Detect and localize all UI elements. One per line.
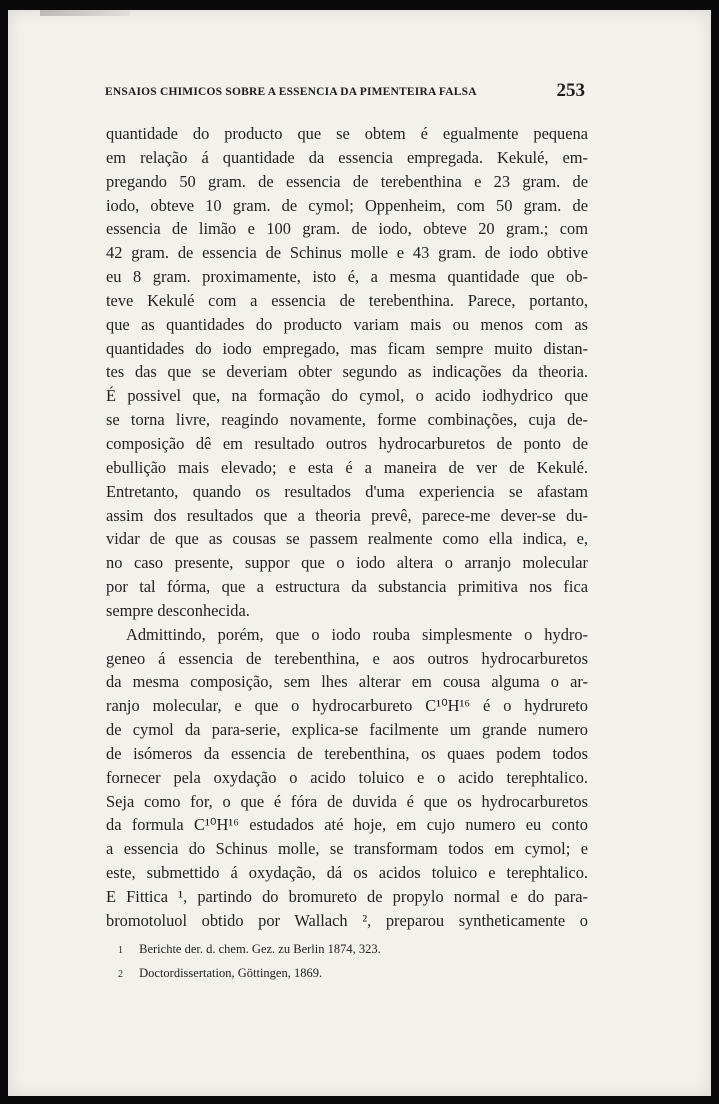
- text-line: quantidade do producto que se obtem é egualmente pequena: [106, 124, 588, 143]
- text-line: Entretanto, quando os resultados d'uma experiencia se afastam: [106, 481, 588, 501]
- footnote-marker: 2: [118, 969, 123, 980]
- footnote: [106, 938, 588, 962]
- body-text: [106, 122, 588, 933]
- footnote-text: Berichte der. d. chem. Gez. zu Berlin 1874, 323.: [139, 942, 381, 956]
- page-header: [105, 80, 585, 106]
- text-line: em relação á quantidade da essencia empregada. Kekulé, em-: [106, 147, 588, 167]
- text-line: 42 gram. de essencia de Schinus molle e 43 gram. de iodo obtive: [106, 243, 588, 263]
- text-line: iodo, obteve 10 gram. de cymol; Oppenheim, com 50 gram. de: [106, 195, 588, 215]
- footnote-marker: 1: [118, 945, 123, 956]
- text-line: este, submettido á oxydação, dá os acidos toluico e terephtalico.: [106, 863, 588, 883]
- paragraph-start-line: Admittindo, porém, que o iodo rouba simplesmente o hydro-: [126, 624, 588, 644]
- text-line: a essencia do Schinus molle, se transformam todos em cymol; e: [106, 839, 588, 859]
- text-line: quantidades do iodo empregado, mas ficam sempre muito distan-: [106, 338, 588, 358]
- text-line: de isómeros da essencia de terebenthina, os quaes podem todos: [106, 743, 588, 763]
- page-number: 253: [556, 80, 585, 101]
- footnote: [106, 962, 588, 986]
- page-edge-mark: [40, 10, 130, 16]
- text-line: eu 8 gram. proximamente, isto é, a mesma quantidade que ob-: [106, 267, 588, 287]
- text-line: fornecer pela oxydação o acido toluico e o acido terephtalico.: [106, 767, 588, 787]
- text-line: da mesma composição, sem lhes alterar em cousa alguma o ar-: [106, 672, 588, 692]
- paragraph-end-line: sempre desconhecida.: [106, 600, 250, 620]
- text-line: É possivel que, na formação do cymol, o acido iodhydrico que: [106, 386, 588, 406]
- text-line: de cymol da para-serie, explica-se facilmente um grande numero: [106, 720, 588, 740]
- footnotes: [106, 938, 588, 986]
- text-line: tes das que se deveriam obter segundo as indicações da theoria.: [106, 362, 588, 382]
- text-line: essencia de limão e 100 gram. de iodo, obteve 20 gram.; com: [106, 219, 588, 239]
- text-line: pregando 50 gram. de essencia de terebenthina e 23 gram. de: [106, 171, 588, 191]
- text-line: E Fittica ¹, partindo do bromureto de propylo normal e do para-: [106, 887, 588, 906]
- text-line: composição dê em resultado outros hydrocarburetos de ponto de: [106, 433, 588, 453]
- text-line: teve Kekulé com a essencia de terebenthina. Parece, portanto,: [106, 290, 588, 310]
- footnote-text: Doctordissertation, Göttingen, 1869.: [139, 966, 323, 980]
- text-line: Seja como for, o que é fóra de duvida é que os hydrocarburetos: [106, 791, 588, 811]
- text-line: por tal fórma, que a estructura da substancia primitiva nos fica: [106, 577, 588, 597]
- text-line: se torna livre, reagindo novamente, forme combinações, cuja de-: [106, 410, 588, 430]
- text-line: da formula C¹⁰H¹⁶ estudados até hoje, em cujo numero eu conto: [106, 815, 588, 835]
- text-line: que as quantidades do producto variam mais ou menos com as: [106, 314, 588, 334]
- text-line: assim dos resultados que a theoria prevê, parece-me dever-se du-: [106, 505, 588, 525]
- text-line: ranjo molecular, e que o hydrocarbureto C¹⁰H¹⁶ é o hydrureto: [106, 696, 588, 716]
- text-line: ebullição mais elevado; e esta é a maneira de ver de Kekulé.: [106, 457, 588, 477]
- text-line: bromotoluol obtido por Wallach ², preparou syntheticamente o: [106, 910, 588, 930]
- text-line: vidar de que as cousas se passem realmente como ella indica, e,: [106, 529, 588, 549]
- running-title: ENSAIOS CHIMICOS SOBRE A ESSENCIA DA PIMENTEIRA FALSA: [105, 86, 477, 98]
- text-line: no caso presente, suppor que o iodo altera o arranjo molecular: [106, 553, 588, 573]
- text-line: geneo á essencia de terebenthina, e aos outros hydrocarburetos: [106, 648, 588, 668]
